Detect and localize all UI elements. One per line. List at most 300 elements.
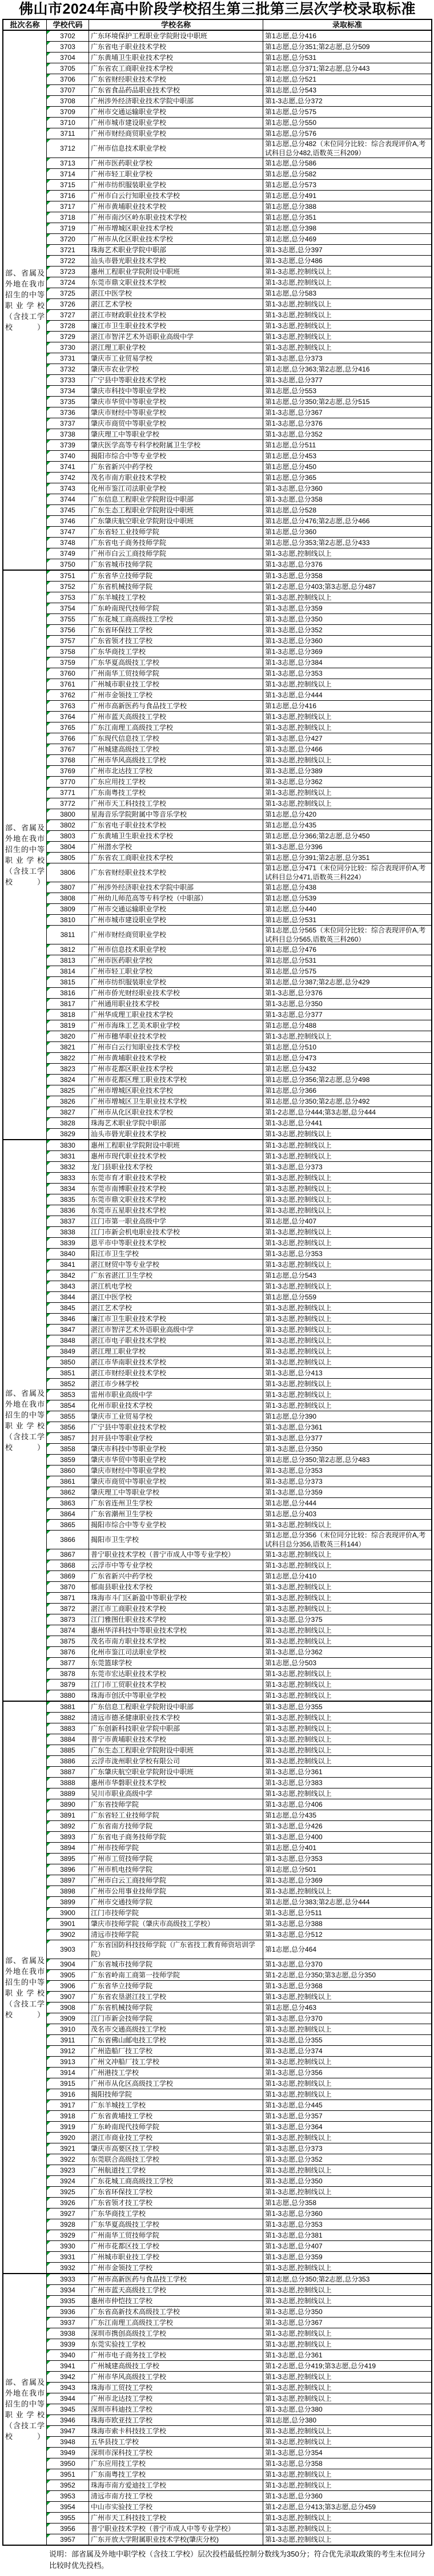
cell-corner-marker-icon (47, 85, 50, 88)
table-row (47, 2383, 431, 2393)
table-row (47, 1821, 431, 1832)
cell-corner-marker-icon (47, 2458, 50, 2462)
school-name-cell: 广州市纺织服装职业学校 (89, 977, 263, 987)
school-code-cell (47, 96, 89, 106)
admission-standard-cell: 第1志愿,总分503 (265, 1659, 317, 1667)
school-code: 3840 (60, 1250, 75, 1258)
school-code: 3750 (60, 560, 75, 568)
admission-standard-cell: 第1-3志愿,控制线以上 (265, 2090, 332, 2098)
table-row (47, 2230, 431, 2241)
admission-standard-cell: 第1-3志愿,总分373 (265, 1477, 323, 1485)
admission-standard-cell: 第1-3志愿,控制线以上 (265, 1174, 332, 1182)
cell-corner-marker-icon (47, 1227, 50, 1230)
school-code-cell (47, 2143, 89, 2154)
school-code-cell (47, 1335, 89, 1346)
school-name-cell: 湛江市少林学校 (89, 1379, 263, 1389)
school-name-cell: 中山市实验技工学校 (89, 2502, 263, 2512)
school-name-cell: 广州市华风高级技工学校 (89, 2372, 263, 2382)
table-row (47, 2187, 431, 2198)
table-row (47, 118, 431, 128)
table-row (47, 582, 431, 592)
school-name-cell: 广东省农工商职业技术学校 (89, 63, 263, 74)
school-code: 3826 (60, 1097, 75, 1105)
admission-standard-cell: 第1-3志愿,总分373 (265, 2145, 323, 2153)
cell-corner-marker-icon (47, 2122, 50, 2125)
admission-standard-cell: 第1-3志愿,控制线以上 (265, 2286, 332, 2294)
admission-standard-cell: 第1志愿,总分383;第2志愿,总分444 (265, 1898, 370, 1906)
cell-corner-marker-icon (47, 2502, 50, 2505)
school-code-cell (47, 926, 89, 944)
cell-corner-marker-icon (47, 1368, 50, 1371)
admission-standard-cell: 第1志愿,总分583 (265, 289, 317, 297)
school-name-cell: 广州城建高级技工学校 (89, 744, 263, 754)
cell-corner-marker-icon (47, 1756, 50, 1759)
table-row (47, 1919, 431, 1929)
school-code: 3957 (60, 2535, 75, 2543)
school-code: 3914 (60, 2069, 75, 2077)
school-code-cell (47, 2176, 89, 2186)
school-code: 3885 (60, 1746, 75, 1754)
school-name-cell: 广宁县中等职业技术学校 (89, 1422, 263, 1432)
admission-standard-cell: 第1志愿,总分350;第2志愿,总分353 (265, 2275, 370, 2283)
table-row (47, 1897, 431, 1908)
school-code-cell (47, 2024, 89, 2034)
school-code-cell (47, 882, 89, 893)
school-code-cell (47, 2111, 89, 2121)
school-code-cell (47, 332, 89, 342)
admission-standard-cell: 第1-3志愿,控制线以上 (265, 1206, 332, 1214)
school-code: 3718 (60, 213, 75, 221)
table-row (47, 559, 431, 570)
school-code: 3740 (60, 452, 75, 460)
cell-corner-marker-icon (47, 1140, 50, 1144)
school-code-cell (47, 2198, 89, 2208)
school-code: 3815 (60, 978, 75, 986)
school-code-cell (47, 2437, 89, 2447)
table-row (47, 1875, 431, 1886)
school-code-cell (47, 462, 89, 472)
table-row (47, 636, 431, 647)
school-code-cell (47, 1357, 89, 1367)
school-code-cell (47, 831, 89, 841)
school-name-cell: 化州市鉴江司法职业学校 (89, 1647, 263, 1657)
school-code: 3819 (60, 1021, 75, 1029)
school-code-cell (47, 1173, 89, 1183)
school-code-cell (47, 538, 89, 548)
table-row (47, 1520, 431, 1531)
table-row (47, 212, 431, 223)
school-code-cell (47, 1259, 89, 1270)
admission-standard-cell: 第1-3志愿,控制线以上 (265, 2470, 332, 2478)
cell-corner-marker-icon (47, 483, 50, 487)
school-code-cell (47, 1854, 89, 1864)
cell-corner-marker-icon (47, 1604, 50, 1607)
school-code: 3902 (60, 1931, 75, 1939)
school-name-cell: 珠海市斗门区新盈中等职业学校 (89, 1593, 263, 1603)
school-code-cell (47, 364, 89, 374)
school-code: 3870 (60, 1583, 75, 1591)
school-code-cell (47, 63, 89, 74)
cell-corner-marker-icon (47, 1875, 50, 1879)
admission-standard-cell: 第1志愿,总分350;第2志愿,总分492 (265, 1097, 370, 1105)
school-name-cell: 广州市交通运输职业学校 (89, 107, 263, 117)
admission-standard-cell: 第1-3志愿,控制线以上 (265, 344, 332, 352)
school-name-cell: 广东肇庆航空职业学院附设中职班 (89, 516, 263, 526)
cell-corner-marker-icon (47, 1636, 50, 1640)
cell-corner-marker-icon (47, 2230, 50, 2234)
cell-corner-marker-icon (47, 809, 50, 813)
school-name-cell: 深圳市科迪技工学校 (89, 2404, 263, 2415)
school-name-cell: 郁南县职业技术学校 (89, 1582, 263, 1592)
admission-standard-cell: 第1志愿,总分420 (265, 810, 317, 818)
school-code: 3883 (60, 1725, 75, 1733)
school-code: 3946 (60, 2416, 75, 2424)
school-code: 3837 (60, 1217, 75, 1225)
admission-standard-cell: 第1志愿,总分350;第2志愿,总分483 (265, 1456, 370, 1464)
table-row (47, 1959, 431, 1970)
table-row (47, 1238, 431, 1249)
school-name-cell: 揭阳技师学院 (89, 2089, 263, 2099)
school-code: 3711 (60, 130, 75, 138)
school-code-cell (47, 798, 89, 809)
school-code-cell (47, 1745, 89, 1755)
cell-corner-marker-icon (47, 2035, 50, 2038)
school-name-cell: 广东羊城技工学校 (89, 2100, 263, 2110)
school-code: 3857 (60, 1434, 75, 1442)
school-name-cell: 广东省农垦湛江技工学校 (89, 1992, 263, 2002)
cell-corner-marker-icon (47, 2523, 50, 2527)
admission-standard-cell: 第1志愿,总分360 (265, 528, 317, 536)
admission-standard-cell: 第1-3志愿,总分397 (265, 246, 323, 254)
school-code: 3803 (60, 832, 75, 840)
admission-standard-cell: 第1-3志愿,总分362 (265, 778, 323, 786)
table-row (47, 614, 431, 625)
school-code: 3848 (60, 1337, 75, 1344)
school-name-cell: 广东肇庆航空职业学院附设中职班 (89, 1767, 263, 1777)
cell-corner-marker-icon (47, 2317, 50, 2321)
admission-standard-cell: 第1-3志愿,总分353 (265, 1467, 323, 1475)
cell-corner-marker-icon (47, 571, 50, 574)
school-name-cell: 清远市德圣健康职业技术学校 (89, 1713, 263, 1723)
cell-corner-marker-icon (47, 1064, 50, 1067)
school-name-cell: 广东省领才技工学校 (89, 636, 263, 646)
school-name-cell: 广东省轻工业技师学院 (89, 527, 263, 537)
admission-standard-cell: 第1志愿,总分351 (265, 213, 317, 221)
school-code: 3764 (60, 713, 75, 721)
school-name-cell: 广州市财经商贸职业学校 (89, 926, 263, 944)
table-row (47, 1679, 431, 1690)
admission-standard-cell: 第1-3志愿,总分353 (265, 669, 323, 677)
table-row (47, 299, 431, 310)
school-code-cell (47, 2393, 89, 2404)
table-row (47, 2111, 431, 2122)
batch-name-cell: 部、省属及外地在我市招生的中等职业学校（含技工学校） (3, 31, 47, 570)
school-code: 3866 (60, 1536, 75, 1544)
school-code-cell (47, 2165, 89, 2175)
school-code: 3842 (60, 1271, 75, 1279)
cell-corner-marker-icon (47, 1075, 50, 1078)
admission-standard-cell: 第1志愿,总分350;第2志愿,总分515 (265, 398, 370, 406)
school-code: 3890 (60, 1800, 75, 1808)
cell-corner-marker-icon (47, 1929, 50, 1933)
admission-standard-cell: 第1-3志愿,控制线以上 (265, 2329, 332, 2337)
school-code: 3872 (60, 1605, 75, 1613)
cell-corner-marker-icon (47, 1919, 50, 1922)
table-row (47, 1390, 431, 1400)
cell-corner-marker-icon (47, 915, 50, 918)
school-name-cell: 广州市医药职业学校 (89, 158, 263, 168)
school-name-cell: 广东省城市技师学院 (89, 559, 263, 570)
school-code: 3760 (60, 669, 75, 677)
cell-corner-marker-icon (47, 364, 50, 368)
school-name-cell: 广州城市职业技工学校 (89, 679, 263, 689)
table-row (47, 2534, 431, 2545)
school-code-cell (47, 744, 89, 754)
school-code-cell (47, 53, 89, 63)
school-name-cell: 广州市交通技师学院 (89, 1897, 263, 1907)
admission-standard-cell: 第1-3志愿,控制线以上 (265, 2166, 332, 2174)
cell-corner-marker-icon (47, 1335, 50, 1339)
school-code-cell (47, 2404, 89, 2415)
admission-standard-cell: 第1-3志愿,总分353 (265, 2220, 323, 2228)
school-code-cell (47, 2513, 89, 2523)
school-name-cell: 广州市财经商贸职业学校 (89, 128, 263, 139)
school-name-cell: 阳江市卫生学校 (89, 1249, 263, 1259)
school-code: 3812 (60, 946, 75, 954)
school-code: 3874 (60, 1626, 75, 1634)
school-code-cell (47, 128, 89, 139)
school-code: 3727 (60, 311, 75, 319)
school-code: 3852 (60, 1380, 75, 1388)
school-code-cell (47, 668, 89, 679)
school-code-cell (47, 212, 89, 223)
cell-corner-marker-icon (47, 1487, 50, 1491)
school-name-cell: 五华县技工学校 (89, 2437, 263, 2447)
table-row (47, 1981, 431, 1992)
school-name-cell: 广州市天工科技技工学校 (89, 2513, 263, 2523)
school-name-cell: 肇庆理工中等职业学校 (89, 1487, 263, 1497)
school-name-cell: 广东黄埔卫生职业技术学校 (89, 53, 263, 63)
table-row (47, 2285, 431, 2296)
school-code: 3737 (60, 419, 75, 427)
table-row (47, 657, 431, 668)
batch-name-cell: 部、省属及外地在我市招生的中等职业学校（含技工学校） (3, 1140, 47, 1701)
cell-corner-marker-icon (47, 321, 50, 324)
school-code: 3876 (60, 1648, 75, 1656)
school-code: 3745 (60, 506, 75, 514)
school-code: 3934 (60, 2286, 75, 2294)
school-name-cell: 广州市增城区职业技术学校 (89, 223, 263, 233)
admission-standard-cell: 第1-3志愿,总分356 (265, 2069, 323, 2077)
cell-corner-marker-icon (47, 1422, 50, 1426)
school-name-cell: 湛江机电学校 (89, 1281, 263, 1291)
school-code-cell (47, 2502, 89, 2512)
table-row (47, 191, 431, 201)
school-name-cell: 珠海市创沃中等职业学校 (89, 1690, 263, 1701)
school-name-cell: 吴川市职业高级中学 (89, 1788, 263, 1799)
school-name-cell: 江门市工贸职业技术学校 (89, 1679, 263, 1690)
cell-corner-marker-icon (47, 582, 50, 585)
table-row (47, 1249, 431, 1259)
table-row (47, 1636, 431, 1647)
cell-corner-marker-icon (47, 223, 50, 227)
school-name-cell: 广东华夏高级技工学校 (89, 657, 263, 668)
school-name-cell: 广州市穗华职业技术学校 (89, 1031, 263, 1041)
table-row (47, 766, 431, 777)
admission-standard-cell: 第1-3志愿,总分377 (265, 1011, 323, 1019)
cell-corner-marker-icon (47, 777, 50, 780)
cell-corner-marker-icon (47, 1107, 50, 1111)
school-code: 3951 (60, 2470, 75, 2478)
admission-standard-cell: 第1-3志愿,控制线以上 (265, 268, 332, 276)
table-row (47, 473, 431, 483)
cell-corner-marker-icon (47, 2393, 50, 2397)
school-code: 3862 (60, 1488, 75, 1496)
school-code: 3877 (60, 1659, 75, 1667)
school-code: 3895 (60, 1855, 75, 1863)
school-code-cell (47, 418, 89, 429)
admission-standard-cell: 第1-3志愿,控制线以上 (265, 756, 332, 764)
table-row (47, 74, 431, 85)
admission-standard-cell: 第1-3志愿,控制线以上 (265, 2438, 332, 2446)
admission-standard-cell: 第1-3志愿,总分383 (265, 1779, 323, 1787)
cell-corner-marker-icon (47, 1259, 50, 1263)
table-row (47, 1085, 431, 1096)
admission-standard-cell: 第1-3志愿,控制线以上 (265, 2297, 332, 2305)
admission-standard-cell: 第1-2志愿,总分419;第3志愿,总分419 (265, 2362, 376, 2370)
cell-corner-marker-icon (47, 2274, 50, 2278)
school-code: 3900 (60, 1909, 75, 1917)
table-row (47, 418, 431, 429)
school-code: 3908 (60, 2004, 75, 2012)
table-row (47, 1465, 431, 1476)
school-code-cell (47, 2089, 89, 2099)
school-code-cell (47, 614, 89, 624)
admission-standard-cell: 第1志愿,总分476;第2志愿,总分466 (265, 517, 370, 525)
school-code: 3954 (60, 2503, 75, 2511)
school-code: 3939 (60, 2340, 75, 2348)
cell-corner-marker-icon (47, 1560, 50, 1564)
admission-standard-cell: 第1-3志愿,总分360 (265, 2210, 323, 2218)
admission-standard-cell: 第1-3志愿,总分373 (265, 354, 323, 362)
school-code-cell (47, 267, 89, 277)
cell-corner-marker-icon (47, 904, 50, 907)
admission-standard-cell: 第1-3志愿,控制线以上 (265, 1380, 332, 1388)
school-name-cell: 广东应用技工学校 (89, 2458, 263, 2469)
school-name-cell: 广州市高新医药与食品技工学校 (89, 701, 263, 711)
school-name-cell: 东莞联合高级技工学校 (89, 2154, 263, 2165)
school-code-cell (47, 1970, 89, 1980)
school-code-cell (47, 2372, 89, 2382)
school-code: 3841 (60, 1261, 75, 1269)
school-name-cell: 肇庆市农业学校 (89, 364, 263, 374)
cell-corner-marker-icon (47, 74, 50, 78)
school-name-cell: 化州市鉴江司法职业学校 (89, 483, 263, 494)
school-code: 3715 (60, 181, 75, 189)
school-code-cell (47, 2263, 89, 2273)
table-row (47, 1064, 431, 1075)
school-code-cell (47, 2361, 89, 2371)
school-code-cell (47, 277, 89, 288)
cell-corner-marker-icon (47, 310, 50, 313)
school-name-cell: 湛江市财经职业技术学校 (89, 1368, 263, 1378)
cell-corner-marker-icon (47, 2339, 50, 2343)
school-name-cell: 广州市蓝天高级技工学校 (89, 712, 263, 722)
school-code: 3928 (60, 2220, 75, 2228)
table-row (47, 1075, 431, 1085)
cell-corner-marker-icon (47, 299, 50, 302)
table-row (47, 1970, 431, 1981)
school-name-cell: 广州市白云行知职业技术学校 (89, 1042, 263, 1052)
table-row (47, 2057, 431, 2068)
cell-corner-marker-icon (47, 1465, 50, 1469)
school-code-cell (47, 1096, 89, 1107)
school-code: 3937 (60, 2319, 75, 2327)
school-code: 3813 (60, 956, 75, 964)
school-name-cell: 广东岭南现代技师学院 (89, 603, 263, 613)
cell-corner-marker-icon (47, 2100, 50, 2103)
school-code: 3707 (60, 86, 75, 94)
school-code: 3757 (60, 637, 75, 645)
table-row (47, 2361, 431, 2372)
school-code-cell (47, 1788, 89, 1799)
admission-standard-cell: 第1-3志愿,控制线以上 (265, 1714, 332, 1722)
cell-corner-marker-icon (47, 2057, 50, 2060)
school-code-cell (47, 766, 89, 776)
cell-corner-marker-icon (47, 1173, 50, 1176)
school-name-cell: 肇庆市技师学院（肇庆市高级技工学校） (89, 1919, 263, 1929)
school-name-cell: 广东省连州卫生学校 (89, 1498, 263, 1508)
school-code-cell (47, 1647, 89, 1657)
admission-standard-cell: 第1-3志愿,控制线以上 (265, 1637, 332, 1645)
school-code: 3912 (60, 2047, 75, 2055)
school-name-cell: 广州市白云工商技师学院 (89, 1875, 263, 1885)
school-name-cell: 惠州市华磐职业技术学校 (89, 1778, 263, 1788)
cell-corner-marker-icon (47, 1129, 50, 1132)
cell-corner-marker-icon (47, 128, 50, 132)
admission-standard-cell: 第1-2志愿,总分350;第3志愿,总分350 (265, 1971, 376, 1979)
school-code-cell (47, 1582, 89, 1592)
school-code: 3844 (60, 1293, 75, 1301)
admission-standard-cell: 第1志愿,总分501 (265, 1866, 317, 1874)
admission-standard-cell: 第1-3志愿,控制线以上 (265, 1993, 332, 2001)
cell-corner-marker-icon (47, 1020, 50, 1024)
school-name-cell: 云浮市中等专业学校 (89, 1560, 263, 1570)
admission-standard-cell: 第1志愿,总分511 (265, 441, 316, 449)
admission-standard-cell: 第1-3志愿,总分374 (265, 2047, 323, 2055)
school-code: 3922 (60, 2155, 75, 2163)
table-row (47, 2219, 431, 2230)
school-code: 3916 (60, 2090, 75, 2098)
school-code-cell (47, 2013, 89, 2024)
cell-corner-marker-icon (47, 1669, 50, 1672)
school-code-cell (47, 592, 89, 603)
table-row (47, 712, 431, 722)
table-row (47, 1886, 431, 1897)
admission-standard-cell: 第1-2志愿,总分444;第3志愿,总分444 (265, 1108, 376, 1116)
cell-corner-marker-icon (47, 96, 50, 99)
admission-standard-cell: 第1志愿,总分398 (265, 224, 317, 232)
school-name-cell: 广州市公用事业技师学院 (89, 1886, 263, 1896)
cell-corner-marker-icon (47, 2491, 50, 2494)
school-name-cell: 东莞市育才职业技术学校 (89, 1173, 263, 1183)
table-row (47, 1531, 431, 1549)
admission-standard-cell: 第1志愿,总分388 (265, 203, 317, 211)
school-code: 3728 (60, 322, 75, 330)
school-code-cell (47, 1593, 89, 1603)
cell-corner-marker-icon (47, 180, 50, 183)
school-code: 3706 (60, 75, 75, 83)
